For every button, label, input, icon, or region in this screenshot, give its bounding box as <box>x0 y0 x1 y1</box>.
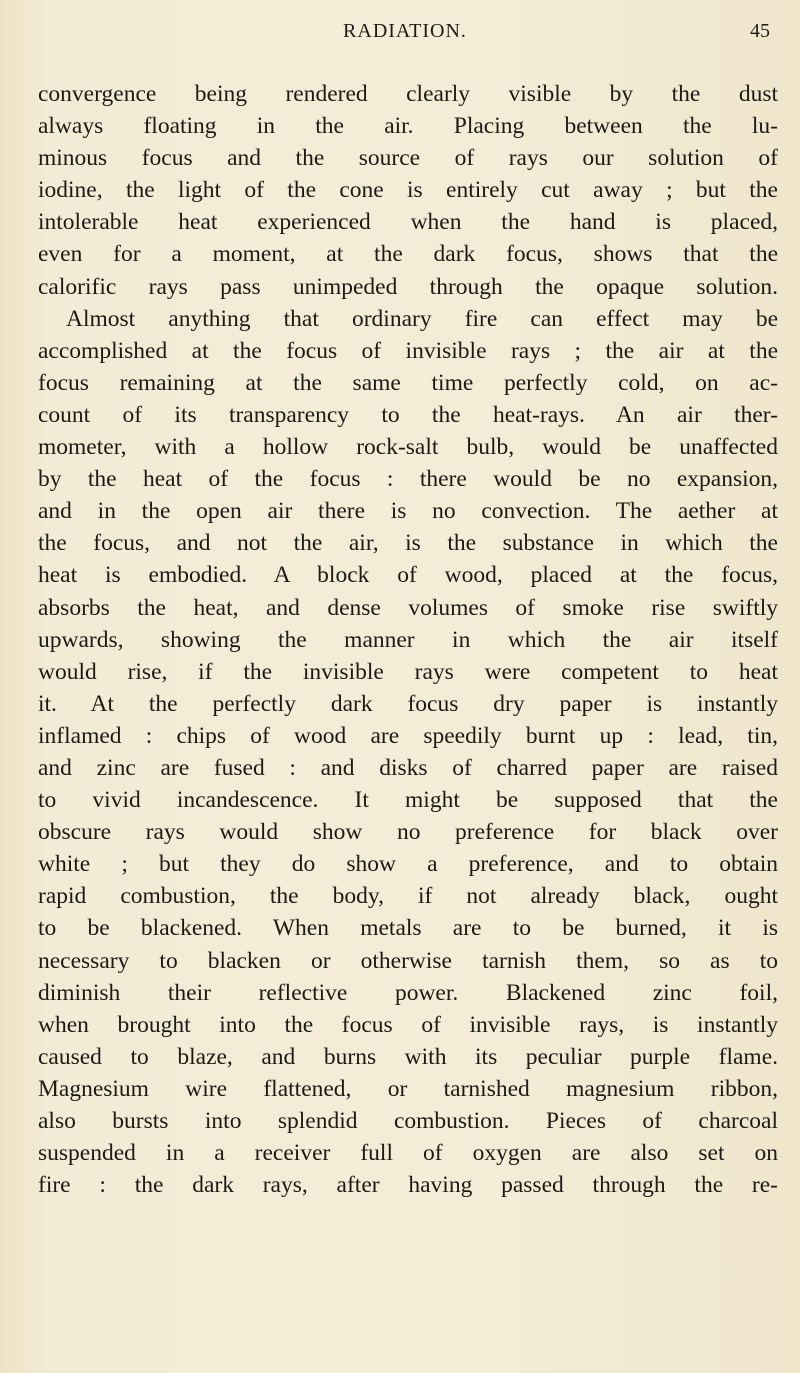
text-line: convergence being rendered clearly visible by the dust <box>38 81 778 107</box>
text-line: minous focus and the source of rays our solution of <box>38 145 778 172</box>
text-line: also bursts into splendid combustion. Pieces of charcoal <box>38 1108 778 1134</box>
text-line: fire : the dark rays, after having passed through the re- <box>38 1172 778 1199</box>
text-line: mometer, with a hollow rock-salt bulb, would be unaffected <box>38 434 778 461</box>
text-line: to be blackened. When metals are to be burned, it is <box>38 915 778 942</box>
text-line: by the heat of the focus : there would be no expansion, <box>38 466 778 493</box>
text-line: caused to blaze, and burns with its peculiar purple flame. <box>38 1043 778 1070</box>
text-line: and in the open air there is no convection. The aether at <box>38 498 778 525</box>
running-title: RADIATION. <box>343 20 467 42</box>
text-line: to vivid incandescence. It might be supposed that the <box>38 787 778 814</box>
text-line: inflamed : chips of wood are speedily burnt up : lead, tin, <box>38 722 778 749</box>
text-line: count of its transparency to the heat-rays. An air ther- <box>38 401 778 428</box>
text-line: accomplished at the focus of invisible rays ; the air at the <box>38 337 778 364</box>
text-line: focus remaining at the same time perfectly cold, on ac- <box>38 369 778 396</box>
text-line: heat is embodied. A block of wood, placed at the focus, <box>38 562 778 589</box>
text-line: upwards, showing the manner in which the air itself <box>38 626 778 653</box>
page-header <box>40 14 770 48</box>
text-line: necessary to blacken or otherwise tarnish them, so as to <box>38 947 778 974</box>
text-line: it. At the perfectly dark focus dry paper is instantly <box>38 690 778 717</box>
text-line: obscure rays would show no preference for black over <box>38 819 778 846</box>
page-number: 45 <box>750 20 770 42</box>
text-line: always floating in the air. Placing between the lu- <box>38 113 778 140</box>
text-line: Magnesium wire flattened, or tarnished magnesium ribbon, <box>38 1075 778 1102</box>
text-line: white ; but they do show a preference, and to obtain <box>38 851 778 878</box>
text-line: suspended in a receiver full of oxygen are also set on <box>38 1140 778 1167</box>
text-line: absorbs the heat, and dense volumes of smoke rise swiftly <box>38 594 778 621</box>
text-line: intolerable heat experienced when the hand is placed, <box>38 209 778 236</box>
text-line: would rise, if the invisible rays were competent to heat <box>38 658 778 685</box>
body-text <box>38 78 778 1201</box>
text-line: and zinc are fused : and disks of charred paper are raised <box>38 754 778 781</box>
text-line: Almost anything that ordinary fire can effect may be <box>66 305 778 332</box>
text-line: rapid combustion, the body, if not already black, ought <box>38 883 778 910</box>
text-line: when brought into the focus of invisible rays, is instantly <box>38 1011 778 1038</box>
text-line: calorific rays pass unimpeded through the opaque solution. <box>38 273 778 300</box>
text-line: iodine, the light of the cone is entirely cut away ; but the <box>38 177 778 204</box>
text-line: even for a moment, at the dark focus, shows that the <box>38 241 778 268</box>
text-line: diminish their reflective power. Blackened zinc foil, <box>38 979 778 1006</box>
text-line: the focus, and not the air, is the substance in which the <box>38 530 778 557</box>
